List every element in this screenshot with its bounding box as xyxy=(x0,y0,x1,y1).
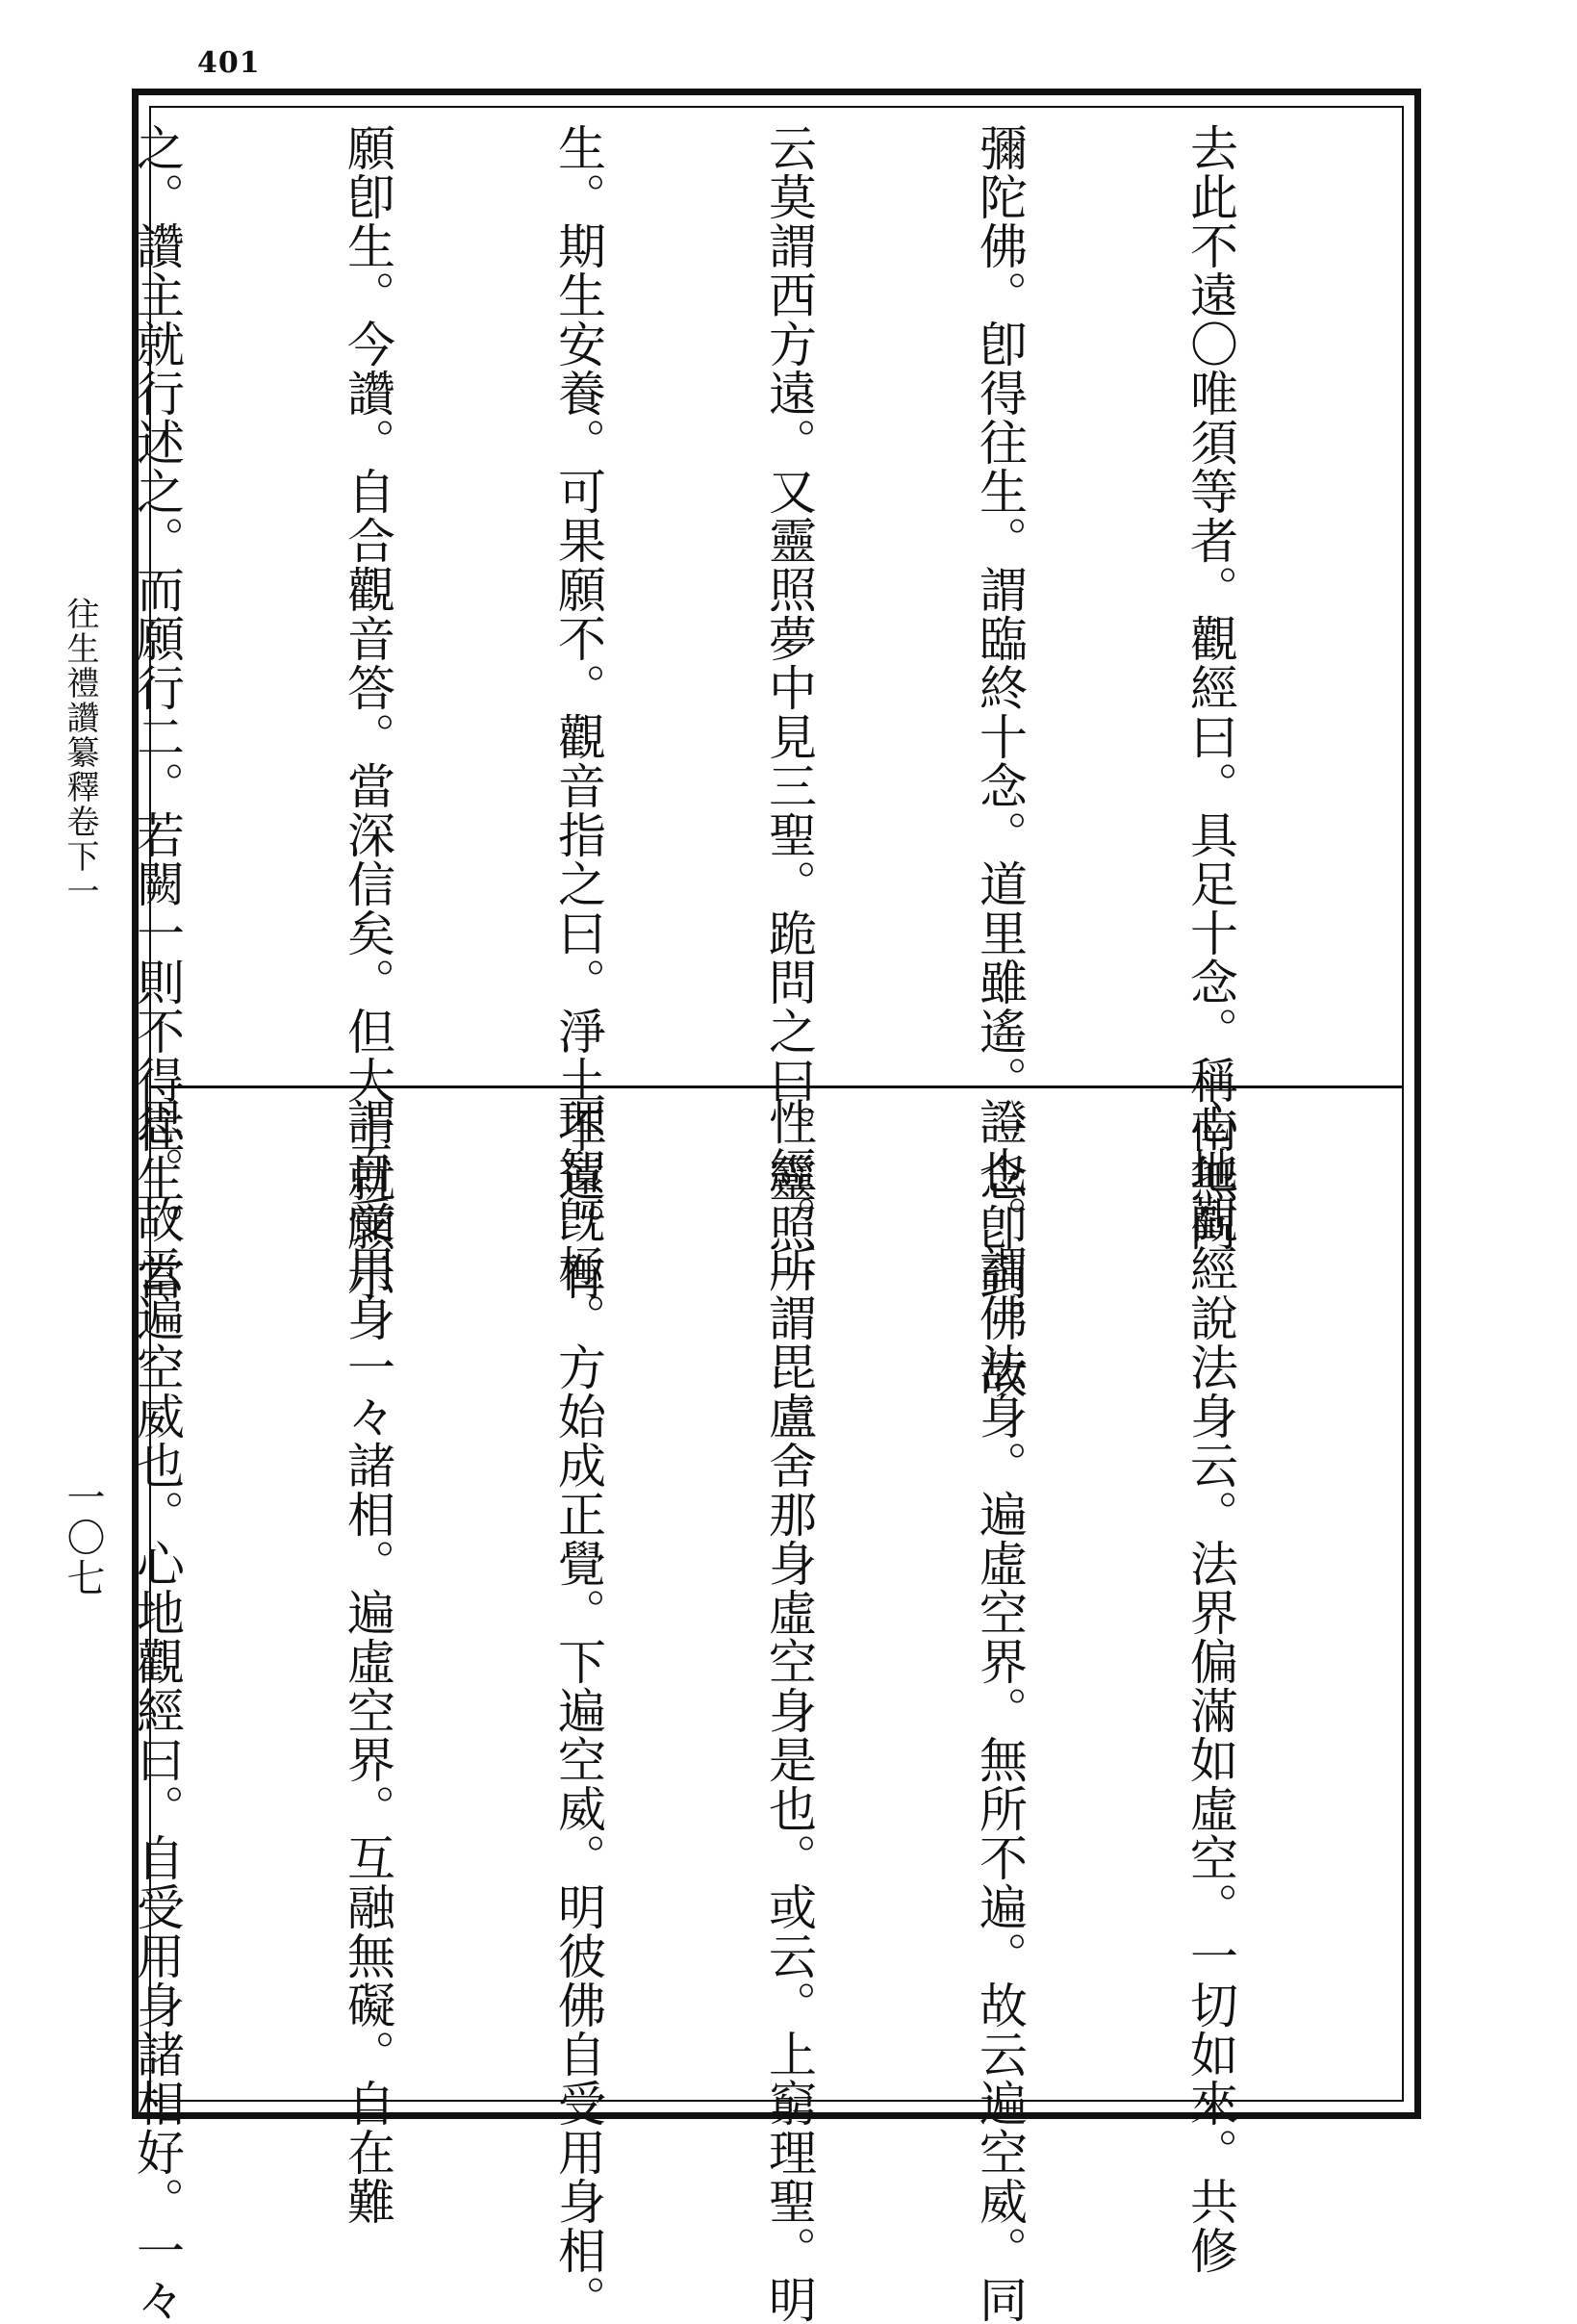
top-text-panel xyxy=(129,123,1386,1399)
bottom-text-panel xyxy=(129,1097,1386,2324)
text-column: 性經。所謂毘盧舍那身虛空身是也。或云。上窮理聖。明 xyxy=(761,1097,817,2324)
text-column: 生。期生安養。可果願不。觀音指之曰。淨土不遠。有 xyxy=(550,123,606,1301)
text-column: 心地觀經說法身云。法界偏滿如虛空。一切如來。共修 xyxy=(1183,1097,1238,2275)
text-column: 謂自受用身一々諸相。遍虛空界。互融無礙。自在難 xyxy=(340,1097,395,2226)
text-column: 思。故云遍空威也。心地觀經曰。自受用身諸相好。一々 xyxy=(129,1097,185,2324)
text-column: 證也。謂佛法身。遍虛空界。無所不遍。故云遍空威。同 xyxy=(972,1097,1028,2324)
margin-book-title: 往生禮讚纂釋卷下一 xyxy=(61,597,99,908)
page-number: 401 xyxy=(197,46,261,80)
margin-folio-number: 一〇七 xyxy=(61,1477,105,1598)
text-column: 之。讚主就行述之。而願行二。若闕一則不得往生。當 xyxy=(129,123,185,1301)
text-column: 云莫謂西方遠。又靈照夢中見三聖。跪問之曰。靈照一 xyxy=(761,123,817,1301)
text-column: 去此不遠〇唯須等者。觀經曰。具足十念。稱南無阿 xyxy=(1183,123,1238,1252)
text-column: 彌陀佛。卽得往生。謂臨終十念。道里雖遙。一念卽到。故 xyxy=(972,123,1028,1399)
text-column: 理智旣極。方始成正覺。下遍空威。明彼佛自受用身相。 xyxy=(550,1097,606,2324)
text-column: 願卽生。今讚。自合觀音答。當深信矣。但大士就願示 xyxy=(340,123,395,1301)
